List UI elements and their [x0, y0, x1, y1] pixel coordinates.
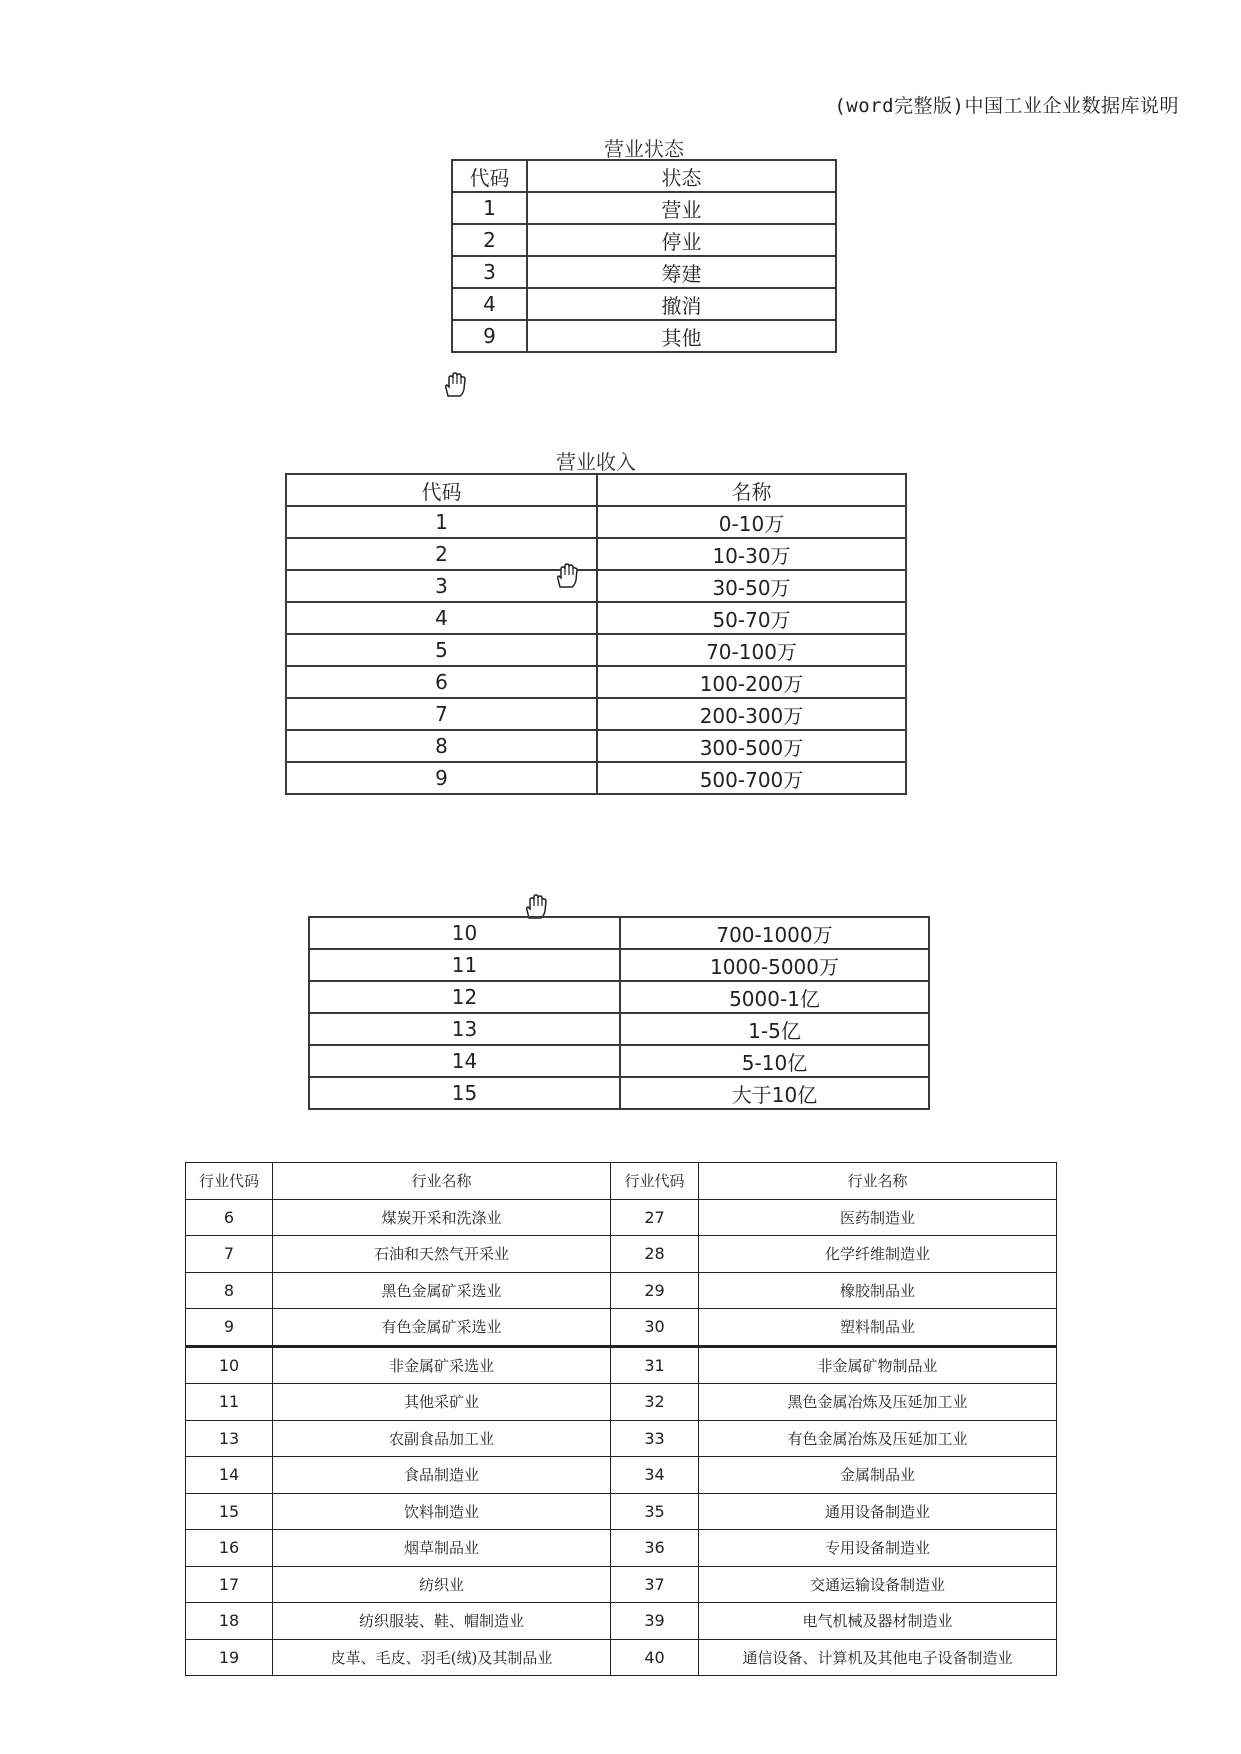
table-row: [186, 1639, 1057, 1676]
table-row: [186, 1309, 1057, 1347]
status-table-header-row: [452, 160, 836, 192]
table-row: [286, 762, 906, 794]
industry-code: 17: [186, 1566, 273, 1603]
industry-header-code-right: 行业代码: [611, 1163, 699, 1200]
industry-name: 塑料制品业: [699, 1309, 1057, 1347]
status-header-code: 代码: [452, 160, 527, 192]
revenue-range: 1-5亿: [620, 1013, 929, 1045]
revenue-range: 50-70万: [597, 602, 906, 634]
revenue-range: 70-100万: [597, 634, 906, 666]
industry-name: 电气机械及器材制造业: [699, 1603, 1057, 1640]
table-row: [186, 1346, 1057, 1384]
status-code: 1: [452, 192, 527, 224]
revenue-code: 8: [286, 730, 597, 762]
industry-name: 黑色金属冶炼及压延加工业: [699, 1384, 1057, 1421]
status-table-title: 营业状态: [604, 137, 684, 161]
industry-code: 28: [611, 1236, 699, 1273]
revenue-code: 4: [286, 602, 597, 634]
industry-table: [185, 1162, 1057, 1676]
status-code: 9: [452, 320, 527, 352]
table-row: [309, 917, 929, 949]
table-row: [186, 1603, 1057, 1640]
status-code: 4: [452, 288, 527, 320]
status-header-status: 状态: [527, 160, 836, 192]
industry-code: 33: [611, 1420, 699, 1457]
industry-code: 10: [186, 1346, 273, 1384]
table-row: [186, 1457, 1057, 1494]
revenue-range: 200-300万: [597, 698, 906, 730]
industry-code: 14: [186, 1457, 273, 1494]
industry-name: 通信设备、计算机及其他电子设备制造业: [699, 1639, 1057, 1676]
industry-name: 非金属矿采选业: [273, 1346, 611, 1384]
industry-name: 医药制造业: [699, 1199, 1057, 1236]
table-row: [286, 570, 906, 602]
status-code: 3: [452, 256, 527, 288]
revenue-range: 5-10亿: [620, 1045, 929, 1077]
revenue-code: 5: [286, 634, 597, 666]
revenue-code: 9: [286, 762, 597, 794]
industry-name: 有色金属矿采选业: [273, 1309, 611, 1347]
industry-name: 金属制品业: [699, 1457, 1057, 1494]
status-table: [451, 159, 837, 353]
table-row: [286, 506, 906, 538]
industry-table-header-row: [186, 1163, 1057, 1200]
industry-code: 15: [186, 1493, 273, 1530]
table-row: [186, 1384, 1057, 1421]
revenue-code: 2: [286, 538, 597, 570]
industry-name: 纺织服装、鞋、帽制造业: [273, 1603, 611, 1640]
industry-name: 石油和天然气开采业: [273, 1236, 611, 1273]
industry-name: 食品制造业: [273, 1457, 611, 1494]
revenue-table-continued: [308, 916, 930, 1110]
status-name: 筹建: [527, 256, 836, 288]
industry-code: 16: [186, 1530, 273, 1567]
revenue-range: 700-1000万: [620, 917, 929, 949]
industry-code: 13: [186, 1420, 273, 1457]
hand-cursor-icon: [441, 372, 467, 398]
revenue-range: 0-10万: [597, 506, 906, 538]
table-row: [452, 256, 836, 288]
industry-code: 8: [186, 1272, 273, 1309]
industry-code: 39: [611, 1603, 699, 1640]
revenue-code: 11: [309, 949, 620, 981]
industry-name: 专用设备制造业: [699, 1530, 1057, 1567]
revenue-range: 30-50万: [597, 570, 906, 602]
revenue-range: 500-700万: [597, 762, 906, 794]
revenue-range: 5000-1亿: [620, 981, 929, 1013]
table-row: [286, 666, 906, 698]
table-row: [286, 698, 906, 730]
revenue-code: 15: [309, 1077, 620, 1109]
revenue-table: [285, 473, 907, 795]
industry-name: 煤炭开采和洗涤业: [273, 1199, 611, 1236]
industry-code: 34: [611, 1457, 699, 1494]
table-row: [309, 1077, 929, 1109]
industry-header-code-left: 行业代码: [186, 1163, 273, 1200]
revenue-code: 6: [286, 666, 597, 698]
industry-header-name-right: 行业名称: [699, 1163, 1057, 1200]
industry-header-name-left: 行业名称: [273, 1163, 611, 1200]
revenue-code: 14: [309, 1045, 620, 1077]
table-row: [452, 320, 836, 352]
table-row: [309, 1045, 929, 1077]
industry-code: 32: [611, 1384, 699, 1421]
revenue-code: 1: [286, 506, 597, 538]
industry-code: 35: [611, 1493, 699, 1530]
table-row: [186, 1530, 1057, 1567]
industry-code: 9: [186, 1309, 273, 1347]
revenue-code: 10: [309, 917, 620, 949]
industry-code: 19: [186, 1639, 273, 1676]
revenue-code: 12: [309, 981, 620, 1013]
industry-code: 40: [611, 1639, 699, 1676]
status-name: 撤消: [527, 288, 836, 320]
industry-code: 37: [611, 1566, 699, 1603]
table-row: [286, 634, 906, 666]
industry-code: 36: [611, 1530, 699, 1567]
revenue-range: 10-30万: [597, 538, 906, 570]
industry-name: 农副食品加工业: [273, 1420, 611, 1457]
table-row: [186, 1420, 1057, 1457]
table-row: [286, 730, 906, 762]
table-row: [452, 224, 836, 256]
industry-name: 其他采矿业: [273, 1384, 611, 1421]
revenue-header-name: 名称: [597, 474, 906, 506]
revenue-code: 7: [286, 698, 597, 730]
table-row: [309, 981, 929, 1013]
industry-code: 29: [611, 1272, 699, 1309]
industry-name: 化学纤维制造业: [699, 1236, 1057, 1273]
status-code: 2: [452, 224, 527, 256]
status-name: 停业: [527, 224, 836, 256]
industry-name: 黑色金属矿采选业: [273, 1272, 611, 1309]
table-row: [186, 1566, 1057, 1603]
industry-code: 18: [186, 1603, 273, 1640]
table-row: [309, 1013, 929, 1045]
industry-name: 饮料制造业: [273, 1493, 611, 1530]
table-row: [186, 1236, 1057, 1273]
revenue-range: 大于10亿: [620, 1077, 929, 1109]
hand-cursor-icon: [553, 563, 579, 589]
status-name: 其他: [527, 320, 836, 352]
revenue-table-title: 营业收入: [556, 450, 636, 474]
industry-name: 烟草制品业: [273, 1530, 611, 1567]
table-row: [452, 192, 836, 224]
industry-name: 交通运输设备制造业: [699, 1566, 1057, 1603]
industry-name: 纺织业: [273, 1566, 611, 1603]
document-header: (word完整版)中国工业企业数据库说明: [834, 95, 1179, 117]
industry-code: 27: [611, 1199, 699, 1236]
industry-code: 31: [611, 1346, 699, 1384]
industry-code: 30: [611, 1309, 699, 1347]
table-row: [286, 538, 906, 570]
industry-name: 非金属矿物制品业: [699, 1346, 1057, 1384]
industry-code: 7: [186, 1236, 273, 1273]
industry-name: 有色金属冶炼及压延加工业: [699, 1420, 1057, 1457]
table-row: [186, 1199, 1057, 1236]
table-row: [286, 602, 906, 634]
industry-name: 通用设备制造业: [699, 1493, 1057, 1530]
industry-name: 橡胶制品业: [699, 1272, 1057, 1309]
revenue-range: 100-200万: [597, 666, 906, 698]
revenue-range: 300-500万: [597, 730, 906, 762]
table-row: [452, 288, 836, 320]
revenue-code: 3: [286, 570, 597, 602]
revenue-table-header-row: [286, 474, 906, 506]
revenue-header-code: 代码: [286, 474, 597, 506]
revenue-range: 1000-5000万: [620, 949, 929, 981]
revenue-code: 13: [309, 1013, 620, 1045]
table-row: [309, 949, 929, 981]
industry-code: 6: [186, 1199, 273, 1236]
industry-code: 11: [186, 1384, 273, 1421]
status-name: 营业: [527, 192, 836, 224]
table-row: [186, 1272, 1057, 1309]
industry-name: 皮革、毛皮、羽毛(绒)及其制品业: [273, 1639, 611, 1676]
table-row: [186, 1493, 1057, 1530]
